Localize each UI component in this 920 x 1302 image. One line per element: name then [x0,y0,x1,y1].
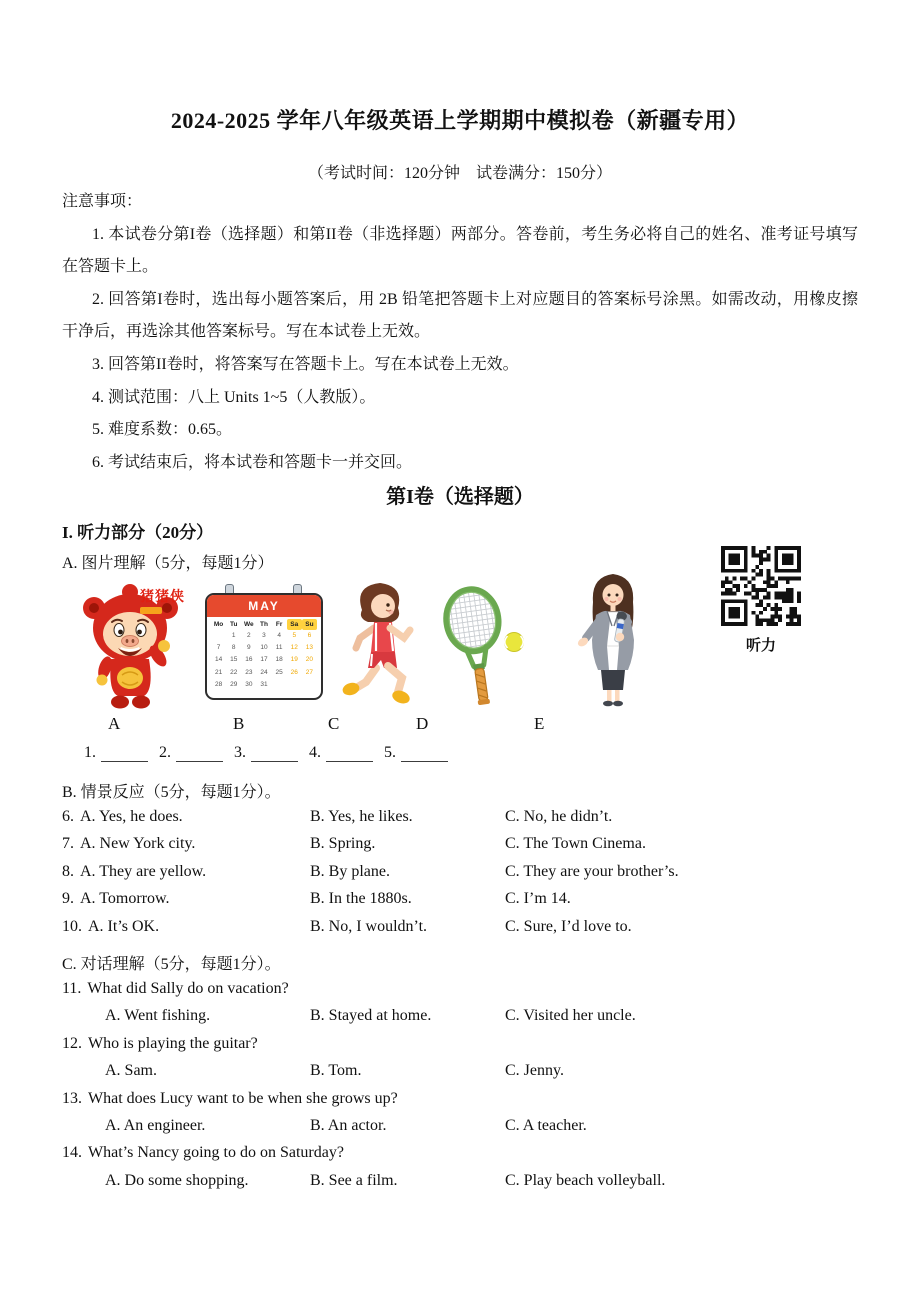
option-c: C. I’m 14. [505,890,571,908]
question-row [62,858,892,885]
picture-label-c: C [328,714,340,733]
listening-part-heading: I. 听力部分（20分） [62,523,214,542]
reporter-icon [576,570,650,708]
picture-letter-labels [0,714,920,738]
qr-code-label: 听力 [745,638,776,654]
calendar-date-cell: 11 [275,644,283,652]
calendar-date-cell: 27 [305,668,314,676]
calendar-card [205,593,323,700]
option-c: C. Visited her uncle. [505,1007,636,1025]
calendar-date-cell: 19 [290,656,298,664]
calendar-day-header: Sa [287,619,302,630]
question-number: 9. [62,890,74,908]
question-options-row [62,1112,892,1139]
calendar-date-cell: 14 [214,656,223,664]
option-c: C. Jenny. [505,1062,564,1080]
picture-d-tennis-racket [436,586,528,713]
calendar-date-cell: 9 [247,644,251,652]
sectionB-questions [62,803,892,940]
volume1-heading: 第I卷（选择题） [386,486,534,508]
option-a-cell [62,913,310,940]
calendar-date-cell: 30 [245,680,253,688]
question-row [62,803,892,830]
question-number: 13. [62,1089,82,1107]
option-b: B. No, I wouldn’t. [310,917,428,935]
calendar-day-header: Su [302,619,317,630]
notices-list [62,219,858,480]
question-text: Who is playing the guitar? [88,1034,258,1052]
option-c: C. Sure, I’d love to. [505,917,632,935]
calendar-date-cell [272,679,287,691]
blank-item-4 [309,744,373,762]
option-c: C. A teacher. [505,1116,587,1134]
notice-item-6: 6. 考试结束后，将本试卷和答题卡一并交回。 [92,453,413,471]
option-a-cell [62,885,310,912]
sectionA-heading: A. 图片理解（5分，每题1分） [62,555,274,572]
option-b: B. Stayed at home. [310,1007,432,1025]
running-girl-icon [338,576,420,708]
page-title: 2024-2025 学年八年级英语上学期期中模拟卷（新疆专用） [170,108,750,133]
calendar-date-cell: 15 [230,656,238,664]
option-b: B. Yes, he likes. [310,808,413,825]
exam-info-line: （考试时间：120分钟 试卷满分：150分） [307,165,612,182]
question-text: What’s Nancy going to do on Saturday? [88,1144,344,1162]
calendar-date-cell: 10 [260,644,268,652]
question-number: 8. [62,862,74,880]
blank-underline [101,745,148,762]
question-row [62,830,892,857]
option-b: B. Spring. [310,835,376,853]
option-a: A. It’s OK. [88,917,160,935]
option-a: A. Yes, he does. [80,808,183,825]
option-a: A. Went fishing. [105,1007,211,1025]
picture-b-calendar [205,584,323,700]
calendar-date-cell [211,630,226,642]
question-text: What does Lucy want to be when she grows up? [88,1089,398,1107]
listening-answer-blanks [84,744,459,762]
option-a: A. They are yellow. [80,862,207,880]
question-line [62,1085,892,1112]
question-line [62,1139,892,1166]
calendar-date-cell: 12 [290,644,298,652]
option-c: C. The Town Cinema. [505,835,646,853]
calendar-date-cell: 13 [305,644,314,652]
picture-label-d: D [416,714,429,733]
blank-number: 2. [159,744,171,761]
calendar-date-cell: 17 [260,656,268,664]
blank-underline [401,745,448,762]
calendar-date-cell: 28 [214,680,223,688]
calendar-date-cell: 6 [307,632,312,639]
calendar-date-cell: 21 [214,668,223,676]
option-a: A. Tomorrow. [80,890,170,908]
blank-underline [326,745,373,762]
option-a-cell [62,803,310,830]
calendar-day-header: Fr [275,621,283,628]
calendar-day-header: Th [260,621,268,628]
calendar-day-header: We [244,621,254,628]
calendar-date-cell: 4 [277,632,281,639]
calendar-date-cell: 7 [216,644,221,652]
picture-label-b: B [233,714,245,733]
question-line [62,1030,892,1057]
sectionC-heading: C. 对话理解（5分，每题1分）。 [62,956,281,973]
question-text: What did Sally do on vacation? [87,980,289,997]
blank-number: 4. [309,744,321,761]
calendar-date-cell: 23 [245,668,253,676]
option-b: B. See a film. [310,1171,398,1189]
blank-underline [176,745,223,762]
option-a-cell [62,830,310,857]
blank-number: 1. [84,744,96,761]
listening-qr-block [720,546,802,655]
calendar-date-cell: 29 [230,680,238,688]
calendar-date-cell [302,679,317,691]
question-line [62,975,892,1002]
blank-item-5 [384,744,448,762]
calendar-date-cell: 16 [245,656,253,664]
notices-heading: 注意事项： [62,193,143,210]
calendar-date-cell: 26 [290,668,298,676]
option-c: C. No, he didn’t. [505,808,613,825]
calendar-day-header: Mo [213,621,224,628]
tennis-racket-icon [436,586,528,708]
question-number: 10. [62,917,82,935]
option-b: B. In the 1880s. [310,890,412,908]
option-a-cell [62,858,310,885]
picture-label-a: A [108,714,121,733]
pig-logo-badge [140,607,162,614]
blank-underline [251,745,298,762]
option-b: B. By plane. [310,862,390,880]
calendar-date-cell: 5 [292,632,297,639]
calendar-date-cell: 22 [230,668,238,676]
picture-label-e: E [534,714,545,733]
sectionC-questions [62,975,892,1194]
calendar-date-cell: 25 [275,668,283,676]
blank-item-1 [84,744,148,762]
notice-item-3: 3. 回答第II卷时，将答案写在答题卡上。写在本试卷上无效。 [92,355,519,373]
option-b: B. An actor. [310,1116,387,1134]
notice-item-1: 1. 本试卷分第I卷（选择题）和第II卷（非选择题）两部分。答卷前，考生务必将自己的姓名、准考证号填写在答题卡上。 [62,225,858,276]
blank-number: 3. [234,744,246,761]
sectionB-heading: B. 情景反应（5分，每题1分）。 [62,784,281,801]
question-row [62,913,892,940]
calendar-month-header: MAY [207,595,321,617]
question-number: 12. [62,1034,82,1052]
pig-logo-characters: 猪猪侠 [140,590,185,605]
pig-logo-text [140,590,192,614]
question-number: 11. [62,980,82,997]
blank-item-3 [234,744,298,762]
calendar-date-cell: 20 [305,656,314,664]
blank-item-2 [159,744,223,762]
question-options-row [62,1057,892,1084]
option-c: C. They are your brother’s. [505,862,679,880]
question-row [62,885,892,912]
option-a: A. Do some shopping. [105,1171,249,1189]
question-number: 7. [62,835,74,853]
calendar-date-cell: 18 [275,656,283,664]
option-b: B. Tom. [310,1062,362,1080]
calendar-date-cell: 24 [260,668,268,676]
notice-item-5: 5. 难度系数：0.65。 [92,421,233,439]
question-number: 14. [62,1144,82,1162]
option-a: A. New York city. [80,835,196,853]
blank-number: 5. [384,744,396,761]
listening-qr-code [721,546,801,626]
question-options-row [62,1002,892,1029]
calendar-date-cell: 31 [260,680,268,688]
calendar-grid [207,617,321,691]
option-a: A. Sam. [105,1062,157,1080]
picture-e-reporter [576,570,650,713]
notices-section [62,186,858,479]
calendar-date-cell [287,679,302,691]
notice-item-2: 2. 回答第I卷时，选出每小题答案后，用 2B 铅笔把答题卡上对应题目的答案标号涂黑。如需改动，用橡皮擦干净后，再选涂其他答案标号。写在本试卷上无效。 [62,290,858,341]
picture-c-running-girl [338,576,420,713]
calendar-date-cell: 1 [231,632,236,639]
option-a: A. An engineer. [105,1116,206,1134]
calendar-day-header: Tu [229,621,238,628]
calendar-date-cell: 2 [247,632,251,639]
question-options-row [62,1167,892,1194]
option-c: C. Play beach volleyball. [505,1171,666,1189]
question-number: 6. [62,808,74,825]
calendar-date-cell: 8 [231,644,236,652]
notice-item-4: 4. 测试范围：八上 Units 1~5（人教版）。 [92,388,376,406]
calendar-date-cell: 3 [262,632,266,639]
